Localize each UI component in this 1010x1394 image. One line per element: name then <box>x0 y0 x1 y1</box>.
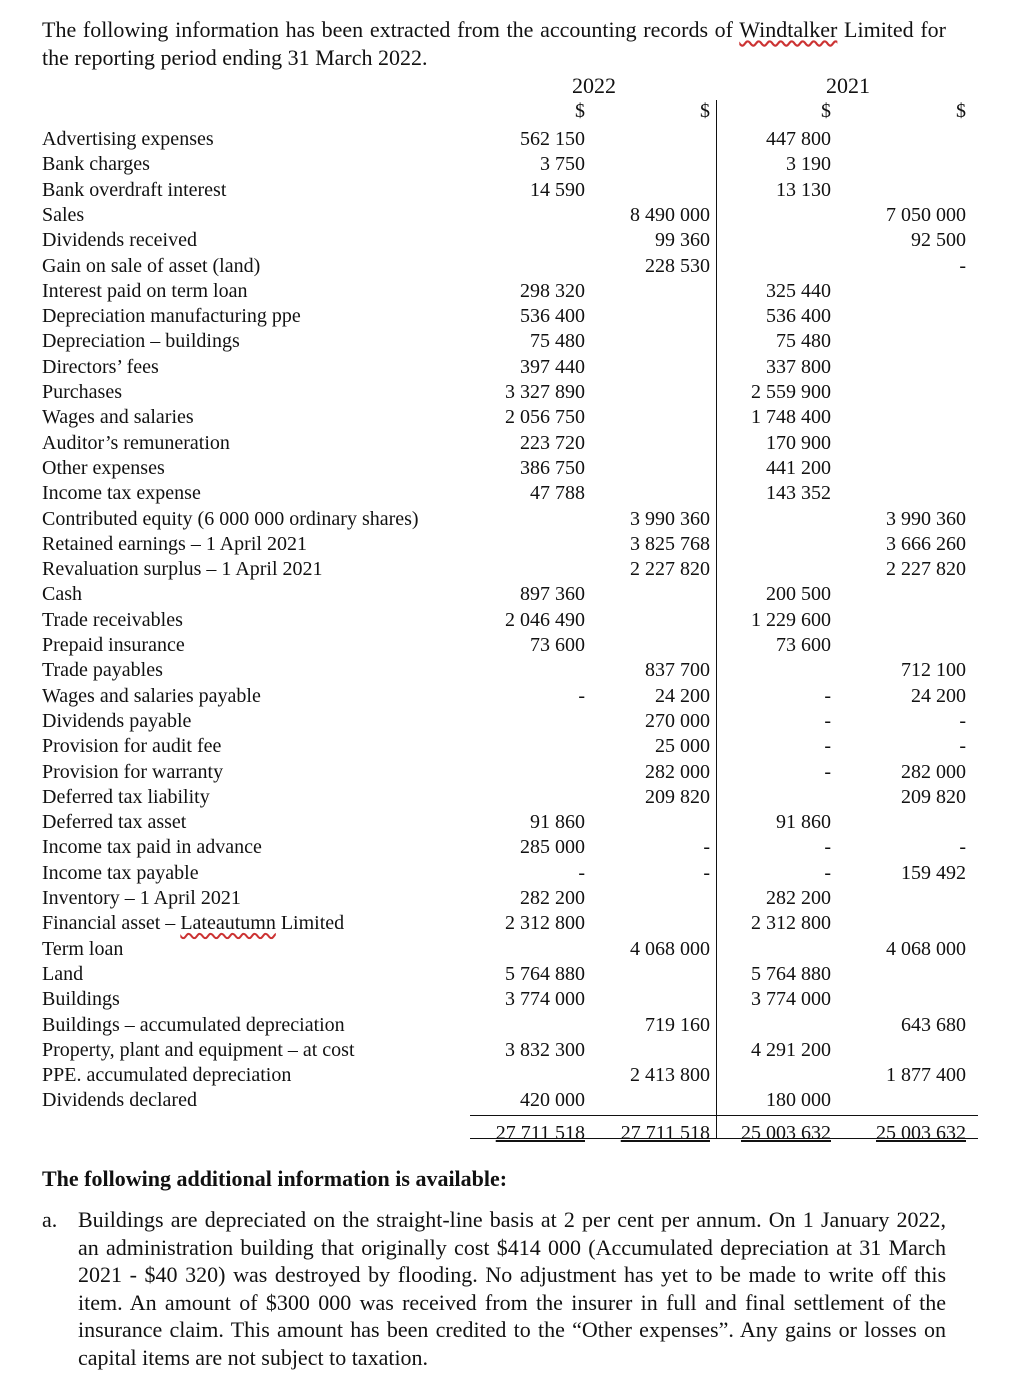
row-label: Income tax paid in advance <box>42 836 262 859</box>
row-value-col2: 24 200 <box>655 684 710 707</box>
row-value-col3: - <box>824 861 831 884</box>
row-label: Depreciation – buildings <box>42 330 240 353</box>
row-label: Deferred tax liability <box>42 785 210 808</box>
row-value-col1: 75 480 <box>530 330 585 353</box>
row-value-col2: 209 820 <box>645 785 710 808</box>
table-row <box>0 557 1010 582</box>
row-value-col1: 91 860 <box>530 811 585 834</box>
row-label: Contributed equity (6 000 000 ordinary shares) <box>42 507 419 530</box>
totals-top-rule <box>470 1115 978 1116</box>
table-row <box>0 911 1010 936</box>
table-row <box>0 684 1010 709</box>
table-row <box>0 886 1010 911</box>
row-value-col2: 837 700 <box>645 659 710 682</box>
row-label: Prepaid insurance <box>42 634 185 656</box>
table-row <box>0 127 1010 152</box>
row-value-col2: 2 227 820 <box>630 558 710 581</box>
row-label: Auditor’s remuneration <box>42 431 230 454</box>
additional-info-heading: The following additional information is available: <box>42 1166 508 1191</box>
row-label: Gain on sale of asset (land) <box>42 254 261 277</box>
row-value-col2: 8 490 000 <box>630 203 710 226</box>
row-value-col4: 282 000 <box>901 760 966 783</box>
row-label: Buildings <box>42 988 120 1011</box>
table-row <box>0 203 1010 228</box>
row-label: Dividends payable <box>42 709 192 732</box>
row-value-col2: 99 360 <box>655 229 710 252</box>
note-a-text: Buildings are depreciated on the straight-line basis at 2 per cent per annum. On 1 January 2022, an administration building that originally cost $414 000 (Accumulated depreciation at 31 March 2021 - $40 320) was destroyed by flooding. No adjustment has yet to be made to write off this item. An amount of $300 000 was received from the insurer in full and final settlement of the insurance claim. This amount has been credited to the “Other expenses”. Any gains or losses on capital items are not subject to taxation. <box>78 1207 946 1370</box>
row-value-col3: 91 860 <box>776 811 831 834</box>
row-value-col1: - <box>578 684 585 707</box>
row-value-col3: 441 200 <box>766 456 831 479</box>
table-row <box>0 734 1010 759</box>
row-label: Purchases <box>42 381 122 403</box>
row-value-col1: 73 600 <box>530 634 585 656</box>
row-value-col1: 298 320 <box>520 279 585 302</box>
table-row <box>0 658 1010 683</box>
row-label: Property, plant and equipment – at cost <box>42 1038 355 1061</box>
row-value-col1: 897 360 <box>520 583 585 606</box>
row-value-col1: 420 000 <box>520 1089 585 1112</box>
row-value-col3: 2 559 900 <box>751 381 831 403</box>
row-label: Sales <box>42 203 85 226</box>
row-label: Interest paid on term loan <box>42 279 248 302</box>
row-value-col1: 562 150 <box>520 128 585 150</box>
row-value-col4: - <box>959 254 966 277</box>
table-row <box>0 987 1010 1012</box>
year-2021-header: 2021 <box>826 73 870 98</box>
table-row <box>0 304 1010 329</box>
row-value-col1: 2 312 800 <box>505 912 585 935</box>
row-value-col4: 209 820 <box>901 785 966 808</box>
row-value-col2: 3 825 768 <box>630 532 710 555</box>
row-value-col1: 2 046 490 <box>505 608 585 631</box>
row-value-col4: 643 680 <box>901 1013 966 1036</box>
row-value-col1: 5 764 880 <box>505 962 585 985</box>
row-label-company: Lateautumn <box>180 912 276 935</box>
row-value-col3: 3 190 <box>786 153 831 176</box>
row-value-col1: 3 327 890 <box>505 381 585 403</box>
year-2022-header: 2022 <box>572 73 616 98</box>
row-value-col3: - <box>824 836 831 859</box>
row-value-col2: 2 413 800 <box>630 1064 710 1087</box>
row-label: PPE. accumulated depreciation <box>42 1064 292 1087</box>
table-row <box>0 582 1010 607</box>
row-label: Bank overdraft interest <box>42 178 227 201</box>
row-label: Cash <box>42 583 82 606</box>
row-value-col1: 386 750 <box>520 456 585 479</box>
row-label: Trade receivables <box>42 608 183 631</box>
row-value-col3: 447 800 <box>766 128 831 150</box>
currency-header-2022-credit: $ <box>700 100 710 122</box>
row-value-col1: 3 774 000 <box>505 988 585 1011</box>
row-label <box>42 911 344 935</box>
currency-header-2021-credit: $ <box>956 100 966 122</box>
total-2021-credit: 25 003 632 <box>876 1122 966 1144</box>
row-value-col2: - <box>703 836 710 859</box>
row-label: Provision for audit fee <box>42 735 222 758</box>
table-row <box>0 861 1010 886</box>
table-row <box>0 937 1010 962</box>
table-row <box>0 380 1010 405</box>
table-row <box>0 760 1010 785</box>
row-value-col3: 4 291 200 <box>751 1038 831 1061</box>
row-value-col2: 228 530 <box>645 254 710 277</box>
row-value-col2: 719 160 <box>645 1013 710 1036</box>
row-value-col1: 3 750 <box>540 153 585 176</box>
table-row <box>0 228 1010 253</box>
row-label-part: Financial asset – <box>42 912 181 935</box>
table-row <box>0 532 1010 557</box>
table-row <box>0 1088 1010 1113</box>
row-label: Land <box>42 962 84 985</box>
table-row <box>0 810 1010 835</box>
row-value-col2: 270 000 <box>645 709 710 732</box>
table-row <box>0 835 1010 860</box>
row-value-col1: 223 720 <box>520 431 585 454</box>
table-row <box>0 329 1010 354</box>
row-value-col4: 24 200 <box>911 684 966 707</box>
table-row <box>0 178 1010 203</box>
row-label: Dividends declared <box>42 1089 197 1112</box>
table-row <box>0 405 1010 430</box>
row-value-col3: - <box>824 709 831 732</box>
row-value-col4: 4 068 000 <box>886 937 966 960</box>
row-label: Directors’ fees <box>42 355 159 378</box>
table-row <box>0 1038 1010 1063</box>
total-2022-debit: 27 711 518 <box>495 1122 585 1144</box>
row-label: Income tax payable <box>42 861 199 884</box>
row-value-col4: 92 500 <box>911 229 966 252</box>
table-row <box>0 456 1010 481</box>
row-value-col3: 180 000 <box>766 1089 831 1112</box>
total-2021-debit: 25 003 632 <box>741 1122 831 1144</box>
row-value-col1: 282 200 <box>520 887 585 909</box>
row-value-col1: 3 832 300 <box>505 1038 585 1061</box>
row-value-col4: 3 666 260 <box>886 532 966 555</box>
row-value-col1: 47 788 <box>530 482 585 505</box>
row-value-col1: - <box>578 861 585 884</box>
table-row <box>0 152 1010 177</box>
row-label: Provision for warranty <box>42 760 224 783</box>
intro-text-after: Limited for the reporting period ending 31 March 2022. <box>42 17 947 70</box>
table-row <box>0 355 1010 380</box>
note-a-marker: a. <box>42 1207 58 1232</box>
row-value-col3: 325 440 <box>766 279 831 302</box>
table-row <box>0 481 1010 506</box>
row-value-col4: 3 990 360 <box>886 507 966 530</box>
company-name: Windtalker <box>739 17 838 42</box>
row-label: Bank charges <box>42 153 150 176</box>
row-label: Wages and salaries payable <box>42 684 261 707</box>
intro-paragraph <box>42 16 946 72</box>
table-row <box>0 785 1010 810</box>
table-row <box>0 431 1010 456</box>
row-value-col3: 282 200 <box>766 887 831 909</box>
row-label: Trade payables <box>42 659 163 682</box>
table-row <box>0 254 1010 279</box>
table-row <box>0 709 1010 734</box>
row-label: Term loan <box>42 937 124 960</box>
row-value-col3: 73 600 <box>776 634 831 656</box>
table-row <box>0 633 1010 658</box>
row-label: Revaluation surplus – 1 April 2021 <box>42 558 323 581</box>
row-label-part: Limited <box>275 912 345 935</box>
intro-text-before: The following information has been extracted from the accounting records of <box>42 17 740 42</box>
row-value-col4: - <box>959 836 966 859</box>
row-value-col1: 14 590 <box>530 178 585 201</box>
row-label: Dividends received <box>42 229 197 252</box>
row-value-col3: - <box>824 684 831 707</box>
table-row <box>0 279 1010 304</box>
row-value-col2: 25 000 <box>655 735 710 758</box>
row-value-col4: 7 050 000 <box>886 203 966 226</box>
totals-bottom-rule <box>470 1138 978 1139</box>
row-value-col3: 1 229 600 <box>751 608 831 631</box>
row-label: Advertising expenses <box>42 128 214 150</box>
row-value-col1: 536 400 <box>520 305 585 328</box>
row-value-col1: 285 000 <box>520 836 585 859</box>
row-value-col3: - <box>824 760 831 783</box>
row-label: Other expenses <box>42 456 165 479</box>
row-value-col2: 3 990 360 <box>630 507 710 530</box>
row-label: Inventory – 1 April 2021 <box>42 887 241 909</box>
row-label: Deferred tax asset <box>42 811 187 834</box>
row-value-col4: 2 227 820 <box>886 558 966 581</box>
row-value-col4: 1 877 400 <box>886 1064 966 1087</box>
table-row <box>0 1013 1010 1038</box>
row-value-col2: 282 000 <box>645 760 710 783</box>
currency-header-2021-debit: $ <box>821 100 831 122</box>
row-value-col2: 4 068 000 <box>630 937 710 960</box>
row-value-col3: 75 480 <box>776 330 831 353</box>
table-row <box>0 1063 1010 1088</box>
row-value-col3: 2 312 800 <box>751 912 831 935</box>
note-a <box>42 1206 946 1371</box>
row-value-col3: 170 900 <box>766 431 831 454</box>
row-label: Income tax expense <box>42 482 201 505</box>
row-value-col4: 159 492 <box>901 861 966 884</box>
row-value-col1: 2 056 750 <box>505 406 585 429</box>
row-value-col4: - <box>959 735 966 758</box>
row-value-col3: 5 764 880 <box>751 962 831 985</box>
row-value-col3: 143 352 <box>766 482 831 505</box>
row-value-col3: 13 130 <box>776 178 831 201</box>
total-2022-credit: 27 711 518 <box>620 1122 710 1144</box>
table-row <box>0 507 1010 532</box>
row-value-col4: - <box>959 709 966 732</box>
row-value-col3: 1 748 400 <box>751 406 831 429</box>
row-value-col3: 200 500 <box>766 583 831 606</box>
row-label: Retained earnings – 1 April 2021 <box>42 532 307 555</box>
row-label: Buildings – accumulated depreciation <box>42 1013 345 1036</box>
row-value-col3: 536 400 <box>766 305 831 328</box>
row-value-col4: 712 100 <box>901 659 966 682</box>
row-value-col3: - <box>824 735 831 758</box>
table-row <box>0 962 1010 987</box>
row-value-col3: 3 774 000 <box>751 988 831 1011</box>
row-label: Wages and salaries <box>42 406 194 429</box>
row-value-col3: 337 800 <box>766 355 831 378</box>
table-row <box>0 608 1010 633</box>
row-value-col2: - <box>703 861 710 884</box>
currency-header-2022-debit: $ <box>575 100 585 122</box>
row-label: Depreciation manufacturing ppe <box>42 305 301 328</box>
row-value-col1: 397 440 <box>520 355 585 378</box>
